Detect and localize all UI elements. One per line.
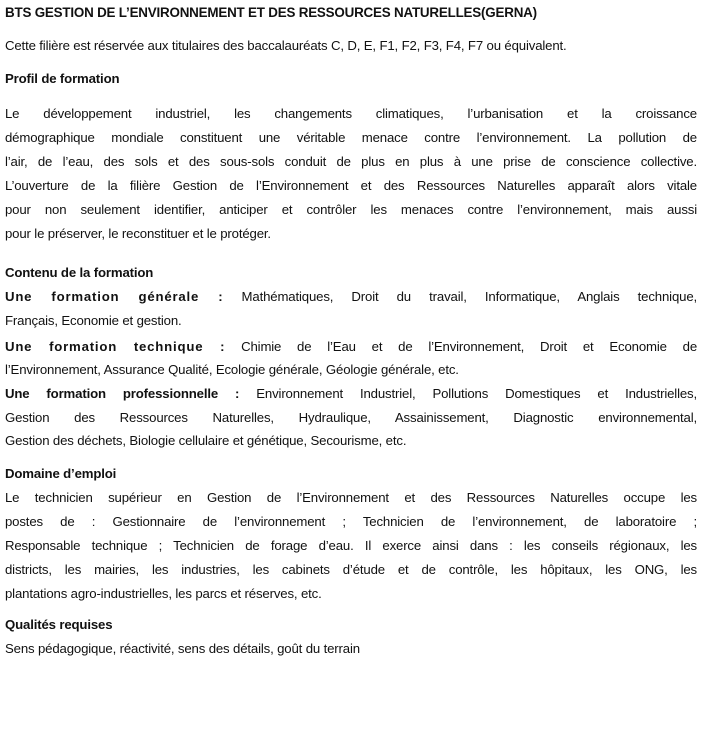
formation-technique-line: l’Environnement, Assurance Qualité, Ecologie générale, Géologie générale, etc. [5,362,459,377]
formation-technique-text: Chimie de l’Eau et de l’Environnement, Droit et Economie de [241,339,698,354]
domaine-line: Responsable technique ; Technicien de forage d’eau. Il exerce ainsi dans : les conseils régionaux, les [5,538,697,553]
formation-professionnelle-line: Gestion des déchets, Biologie cellulaire et génétique, Secourisme, etc. [5,433,407,448]
intro-text: Cette filière est réservée aux titulaires des baccalauréats C, D, E, F1, F2, F3, F4, F7 ou équivalent. [5,38,567,53]
formation-generale-line: Français, Economie et gestion. [5,313,182,328]
domaine-line: postes de : Gestionnaire de l’environnement ; Technicien de l’environnement, de laboratoire ; [5,514,697,529]
profil-line: pour le préserver, le reconstituer et le protéger. [5,226,271,241]
profil-line: démographique mondiale constituent une véritable menace contre l’environnement. La pollution de [5,130,697,145]
formation-technique-line [5,339,697,355]
profil-line: Le développement industriel, les changements climatiques, l’urbanisation et la croissance [5,106,697,121]
qualites-text: Sens pédagogique, réactivité, sens des détails, goût du terrain [5,641,360,656]
profil-line: l’air, de l’eau, des sols et des sous-sols conduit de plus en plus à une prise de conscience collective. [5,154,697,169]
formation-professionnelle-line [5,386,697,402]
domaine-line: plantations agro-industrielles, les parcs et réserves, etc. [5,586,322,601]
formation-professionnelle-line: Gestion des Ressources Naturelles, Hydraulique, Assainissement, Diagnostic environnemental, [5,410,697,425]
formation-generale-label: Une formation générale : [5,289,224,304]
domaine-line: districts, les mairies, les industries, les cabinets d’étude et de contrôle, les hôpitaux, les ONG, les [5,562,697,577]
formation-professionnelle-text: Environnement Industriel, Pollutions Domestiques et Industrielles, [256,386,698,401]
profil-line: L’ouverture de la filière Gestion de l’Environnement et des Ressources Naturelles apparaît alors vitale [5,178,697,193]
formation-generale-line [5,289,697,305]
section-heading-domaine: Domaine d’emploi [5,466,117,481]
page-title: BTS GESTION DE L’ENVIRONNEMENT ET DES RESSOURCES NATURELLES(GERNA) [5,5,537,20]
section-heading-qualites: Qualités requises [5,617,113,632]
profil-line: pour non seulement identifier, anticiper et contrôler les menaces contre l’environnement, mais aussi [5,202,697,217]
formation-technique-label: Une formation technique : [5,339,226,354]
formation-professionnelle-label: Une formation professionnelle : [5,386,240,401]
section-heading-profil: Profil de formation [5,71,120,86]
section-heading-contenu: Contenu de la formation [5,265,154,280]
domaine-line: Le technicien supérieur en Gestion de l’Environnement et des Ressources Naturelles occupe les [5,490,697,505]
formation-generale-text: Mathématiques, Droit du travail, Informatique, Anglais technique, [241,289,698,304]
